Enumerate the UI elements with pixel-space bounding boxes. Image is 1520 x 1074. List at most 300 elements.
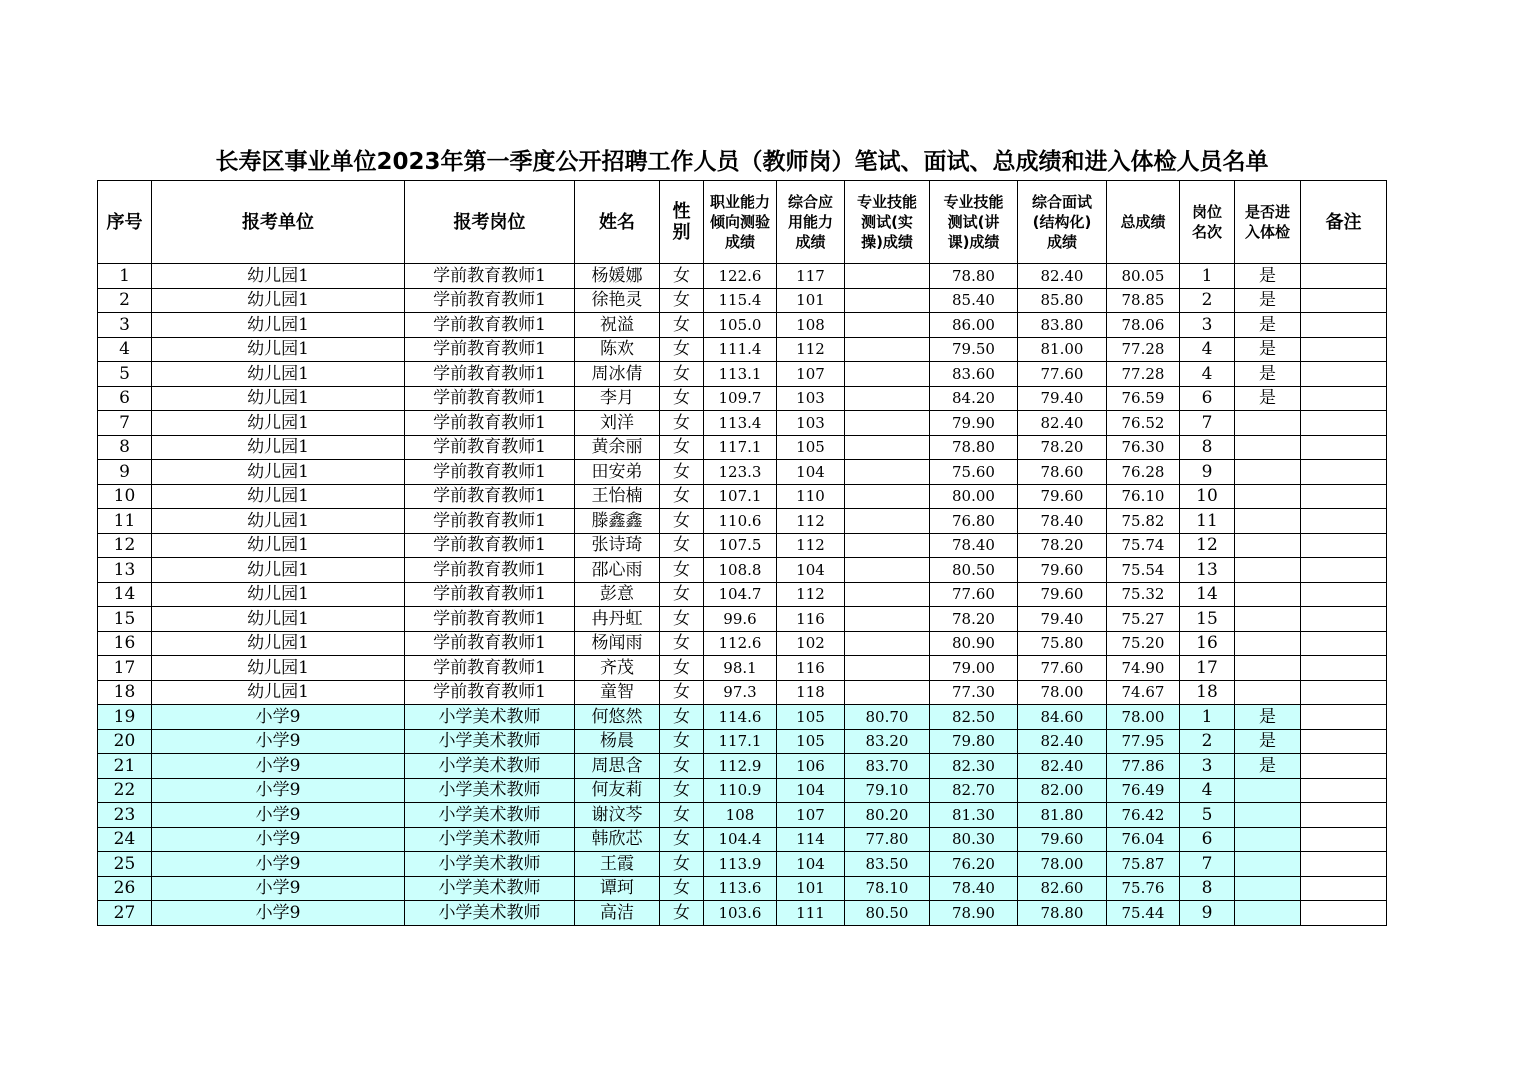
cell-position: 学前教育教师1	[405, 386, 575, 411]
cell-remark	[1301, 264, 1387, 289]
cell-aptitude: 103.6	[704, 901, 777, 926]
cell-aptitude: 117.1	[704, 435, 777, 460]
cell-gender: 女	[660, 754, 704, 779]
cell-skill-lecture: 79.90	[930, 411, 1018, 436]
cell-gender: 女	[660, 607, 704, 632]
cell-interview: 82.40	[1018, 411, 1107, 436]
cell-skill-practice	[845, 386, 930, 411]
cell-skill-lecture: 75.60	[930, 460, 1018, 485]
cell-position: 学前教育教师1	[405, 337, 575, 362]
table-row	[98, 460, 1387, 485]
cell-physical	[1235, 901, 1301, 926]
cell-aptitude: 97.3	[704, 680, 777, 705]
cell-seq: 22	[98, 778, 152, 803]
cell-comprehensive: 107	[777, 803, 845, 828]
table-row	[98, 852, 1387, 877]
cell-comprehensive: 116	[777, 607, 845, 632]
cell-seq: 2	[98, 288, 152, 313]
cell-comprehensive: 105	[777, 705, 845, 730]
cell-seq: 19	[98, 705, 152, 730]
cell-seq: 24	[98, 827, 152, 852]
cell-gender: 女	[660, 680, 704, 705]
cell-physical	[1235, 656, 1301, 681]
cell-rank: 9	[1180, 901, 1235, 926]
table-row	[98, 754, 1387, 779]
cell-interview: 82.40	[1018, 264, 1107, 289]
cell-skill-practice	[845, 582, 930, 607]
cell-skill-lecture: 78.80	[930, 435, 1018, 460]
cell-physical: 是	[1235, 362, 1301, 387]
cell-gender: 女	[660, 386, 704, 411]
cell-remark	[1301, 803, 1387, 828]
cell-name: 齐茂	[575, 656, 660, 681]
cell-physical	[1235, 558, 1301, 583]
cell-physical	[1235, 803, 1301, 828]
cell-skill-lecture: 82.70	[930, 778, 1018, 803]
cell-rank: 16	[1180, 631, 1235, 656]
cell-interview: 78.40	[1018, 509, 1107, 534]
cell-gender: 女	[660, 656, 704, 681]
cell-interview: 77.60	[1018, 656, 1107, 681]
cell-comprehensive: 108	[777, 313, 845, 338]
cell-remark	[1301, 705, 1387, 730]
cell-interview: 77.60	[1018, 362, 1107, 387]
cell-skill-practice: 78.10	[845, 876, 930, 901]
cell-comprehensive: 102	[777, 631, 845, 656]
cell-total: 76.30	[1107, 435, 1180, 460]
table-row	[98, 288, 1387, 313]
header-aptitude: 职业能力倾向测验成绩	[704, 181, 777, 264]
cell-total: 75.82	[1107, 509, 1180, 534]
cell-total: 77.95	[1107, 729, 1180, 754]
cell-skill-lecture: 80.90	[930, 631, 1018, 656]
cell-interview: 79.60	[1018, 582, 1107, 607]
cell-comprehensive: 103	[777, 386, 845, 411]
cell-gender: 女	[660, 705, 704, 730]
table-row	[98, 411, 1387, 436]
cell-name: 杨晨	[575, 729, 660, 754]
cell-comprehensive: 101	[777, 288, 845, 313]
cell-rank: 2	[1180, 729, 1235, 754]
cell-interview: 82.40	[1018, 729, 1107, 754]
cell-total: 78.06	[1107, 313, 1180, 338]
cell-name: 何悠然	[575, 705, 660, 730]
cell-seq: 5	[98, 362, 152, 387]
cell-aptitude: 117.1	[704, 729, 777, 754]
cell-total: 77.28	[1107, 337, 1180, 362]
cell-rank: 6	[1180, 386, 1235, 411]
cell-seq: 26	[98, 876, 152, 901]
cell-interview: 82.60	[1018, 876, 1107, 901]
cell-physical: 是	[1235, 754, 1301, 779]
cell-rank: 17	[1180, 656, 1235, 681]
cell-aptitude: 105.0	[704, 313, 777, 338]
table-row	[98, 705, 1387, 730]
cell-seq: 11	[98, 509, 152, 534]
cell-position: 学前教育教师1	[405, 484, 575, 509]
cell-rank: 7	[1180, 852, 1235, 877]
cell-rank: 6	[1180, 827, 1235, 852]
cell-gender: 女	[660, 803, 704, 828]
cell-aptitude: 111.4	[704, 337, 777, 362]
cell-gender: 女	[660, 411, 704, 436]
cell-comprehensive: 107	[777, 362, 845, 387]
cell-gender: 女	[660, 631, 704, 656]
cell-position: 学前教育教师1	[405, 288, 575, 313]
cell-interview: 84.60	[1018, 705, 1107, 730]
header-name: 姓名	[575, 181, 660, 264]
cell-interview: 79.60	[1018, 558, 1107, 583]
cell-rank: 8	[1180, 435, 1235, 460]
header-total: 总成绩	[1107, 181, 1180, 264]
cell-seq: 17	[98, 656, 152, 681]
table-row	[98, 582, 1387, 607]
cell-gender: 女	[660, 876, 704, 901]
cell-position: 学前教育教师1	[405, 411, 575, 436]
cell-total: 75.54	[1107, 558, 1180, 583]
cell-unit: 幼儿园1	[152, 558, 405, 583]
cell-physical	[1235, 852, 1301, 877]
cell-unit: 幼儿园1	[152, 509, 405, 534]
cell-interview: 75.80	[1018, 631, 1107, 656]
cell-remark	[1301, 607, 1387, 632]
cell-physical	[1235, 778, 1301, 803]
cell-remark	[1301, 313, 1387, 338]
cell-skill-lecture: 86.00	[930, 313, 1018, 338]
cell-gender: 女	[660, 901, 704, 926]
cell-skill-lecture: 80.00	[930, 484, 1018, 509]
cell-comprehensive: 105	[777, 729, 845, 754]
table-header	[98, 181, 1387, 264]
cell-skill-practice	[845, 680, 930, 705]
cell-rank: 4	[1180, 337, 1235, 362]
table-row	[98, 558, 1387, 583]
cell-total: 77.86	[1107, 754, 1180, 779]
table-row	[98, 729, 1387, 754]
cell-remark	[1301, 827, 1387, 852]
cell-rank: 4	[1180, 362, 1235, 387]
cell-aptitude: 114.6	[704, 705, 777, 730]
cell-physical: 是	[1235, 729, 1301, 754]
cell-interview: 81.80	[1018, 803, 1107, 828]
cell-unit: 小学9	[152, 705, 405, 730]
cell-seq: 7	[98, 411, 152, 436]
cell-total: 74.90	[1107, 656, 1180, 681]
cell-position: 小学美术教师	[405, 876, 575, 901]
table-row	[98, 484, 1387, 509]
cell-seq: 10	[98, 484, 152, 509]
cell-aptitude: 107.1	[704, 484, 777, 509]
cell-name: 周冰倩	[575, 362, 660, 387]
cell-gender: 女	[660, 362, 704, 387]
header-unit: 报考单位	[152, 181, 405, 264]
cell-gender: 女	[660, 509, 704, 534]
cell-total: 76.52	[1107, 411, 1180, 436]
cell-skill-practice	[845, 362, 930, 387]
cell-skill-lecture: 79.80	[930, 729, 1018, 754]
cell-seq: 12	[98, 533, 152, 558]
cell-skill-lecture: 80.30	[930, 827, 1018, 852]
cell-position: 小学美术教师	[405, 705, 575, 730]
cell-skill-practice: 80.70	[845, 705, 930, 730]
cell-unit: 幼儿园1	[152, 680, 405, 705]
cell-rank: 2	[1180, 288, 1235, 313]
cell-rank: 12	[1180, 533, 1235, 558]
cell-skill-practice	[845, 631, 930, 656]
cell-position: 学前教育教师1	[405, 460, 575, 485]
header-gender: 性别	[660, 181, 704, 264]
cell-total: 76.10	[1107, 484, 1180, 509]
cell-aptitude: 110.9	[704, 778, 777, 803]
cell-skill-lecture: 78.80	[930, 264, 1018, 289]
cell-seq: 18	[98, 680, 152, 705]
cell-physical: 是	[1235, 313, 1301, 338]
cell-unit: 幼儿园1	[152, 411, 405, 436]
cell-position: 学前教育教师1	[405, 607, 575, 632]
cell-seq: 15	[98, 607, 152, 632]
cell-unit: 幼儿园1	[152, 337, 405, 362]
cell-name: 李月	[575, 386, 660, 411]
cell-unit: 幼儿园1	[152, 656, 405, 681]
cell-name: 谢汶芩	[575, 803, 660, 828]
cell-total: 76.42	[1107, 803, 1180, 828]
cell-position: 学前教育教师1	[405, 435, 575, 460]
table-row	[98, 509, 1387, 534]
cell-comprehensive: 116	[777, 656, 845, 681]
cell-name: 陈欢	[575, 337, 660, 362]
cell-skill-practice: 83.20	[845, 729, 930, 754]
cell-name: 韩欣芯	[575, 827, 660, 852]
cell-physical	[1235, 509, 1301, 534]
cell-rank: 9	[1180, 460, 1235, 485]
cell-unit: 幼儿园1	[152, 484, 405, 509]
cell-skill-lecture: 85.40	[930, 288, 1018, 313]
header-skill-lecture: 专业技能测试(讲课)成绩	[930, 181, 1018, 264]
cell-remark	[1301, 288, 1387, 313]
cell-gender: 女	[660, 852, 704, 877]
table-row	[98, 337, 1387, 362]
cell-skill-practice	[845, 509, 930, 534]
cell-physical	[1235, 680, 1301, 705]
cell-total: 76.28	[1107, 460, 1180, 485]
cell-skill-practice	[845, 411, 930, 436]
cell-comprehensive: 104	[777, 460, 845, 485]
cell-seq: 27	[98, 901, 152, 926]
cell-rank: 1	[1180, 705, 1235, 730]
cell-physical: 是	[1235, 288, 1301, 313]
cell-seq: 20	[98, 729, 152, 754]
cell-physical	[1235, 582, 1301, 607]
cell-rank: 4	[1180, 778, 1235, 803]
cell-rank: 3	[1180, 754, 1235, 779]
cell-total: 74.67	[1107, 680, 1180, 705]
cell-skill-lecture: 77.60	[930, 582, 1018, 607]
cell-interview: 81.00	[1018, 337, 1107, 362]
cell-interview: 82.40	[1018, 754, 1107, 779]
cell-remark	[1301, 901, 1387, 926]
cell-remark	[1301, 558, 1387, 583]
cell-aptitude: 107.5	[704, 533, 777, 558]
cell-seq: 21	[98, 754, 152, 779]
cell-gender: 女	[660, 288, 704, 313]
cell-name: 王怡楠	[575, 484, 660, 509]
cell-comprehensive: 104	[777, 852, 845, 877]
cell-position: 学前教育教师1	[405, 558, 575, 583]
cell-remark	[1301, 852, 1387, 877]
cell-aptitude: 113.4	[704, 411, 777, 436]
cell-aptitude: 113.9	[704, 852, 777, 877]
cell-gender: 女	[660, 313, 704, 338]
page-title: 长寿区事业单位2023年第一季度公开招聘工作人员（教师岗）笔试、面试、总成绩和进入体检人员名单	[215, 149, 1269, 175]
cell-comprehensive: 112	[777, 509, 845, 534]
cell-seq: 16	[98, 631, 152, 656]
cell-physical	[1235, 827, 1301, 852]
cell-comprehensive: 104	[777, 558, 845, 583]
cell-seq: 4	[98, 337, 152, 362]
cell-unit: 幼儿园1	[152, 631, 405, 656]
cell-rank: 13	[1180, 558, 1235, 583]
table-row	[98, 778, 1387, 803]
cell-aptitude: 112.6	[704, 631, 777, 656]
cell-position: 学前教育教师1	[405, 656, 575, 681]
cell-remark	[1301, 876, 1387, 901]
cell-physical: 是	[1235, 705, 1301, 730]
cell-comprehensive: 110	[777, 484, 845, 509]
cell-rank: 14	[1180, 582, 1235, 607]
cell-physical	[1235, 484, 1301, 509]
cell-skill-lecture: 79.00	[930, 656, 1018, 681]
cell-total: 78.85	[1107, 288, 1180, 313]
cell-skill-practice: 77.80	[845, 827, 930, 852]
cell-skill-practice: 80.20	[845, 803, 930, 828]
table-row	[98, 607, 1387, 632]
header-comprehensive: 综合应用能力成绩	[777, 181, 845, 264]
cell-aptitude: 108.8	[704, 558, 777, 583]
cell-seq: 6	[98, 386, 152, 411]
table-row	[98, 803, 1387, 828]
cell-total: 76.59	[1107, 386, 1180, 411]
cell-skill-practice	[845, 558, 930, 583]
cell-aptitude: 104.4	[704, 827, 777, 852]
cell-unit: 小学9	[152, 876, 405, 901]
cell-position: 小学美术教师	[405, 729, 575, 754]
cell-comprehensive: 117	[777, 264, 845, 289]
table-row	[98, 680, 1387, 705]
cell-name: 滕鑫鑫	[575, 509, 660, 534]
cell-remark	[1301, 582, 1387, 607]
cell-remark	[1301, 533, 1387, 558]
cell-comprehensive: 101	[777, 876, 845, 901]
table-row	[98, 362, 1387, 387]
cell-unit: 小学9	[152, 729, 405, 754]
cell-remark	[1301, 778, 1387, 803]
cell-name: 张诗琦	[575, 533, 660, 558]
cell-total: 75.20	[1107, 631, 1180, 656]
cell-remark	[1301, 754, 1387, 779]
cell-remark	[1301, 411, 1387, 436]
cell-position: 学前教育教师1	[405, 264, 575, 289]
cell-aptitude: 99.6	[704, 607, 777, 632]
cell-skill-lecture: 83.60	[930, 362, 1018, 387]
cell-comprehensive: 114	[777, 827, 845, 852]
cell-name: 杨媛娜	[575, 264, 660, 289]
cell-comprehensive: 118	[777, 680, 845, 705]
cell-aptitude: 109.7	[704, 386, 777, 411]
cell-total: 76.49	[1107, 778, 1180, 803]
cell-comprehensive: 112	[777, 582, 845, 607]
table-row	[98, 827, 1387, 852]
cell-remark	[1301, 337, 1387, 362]
cell-total: 77.28	[1107, 362, 1180, 387]
cell-gender: 女	[660, 435, 704, 460]
table-row	[98, 313, 1387, 338]
cell-gender: 女	[660, 533, 704, 558]
cell-physical	[1235, 411, 1301, 436]
cell-seq: 23	[98, 803, 152, 828]
cell-skill-lecture: 80.50	[930, 558, 1018, 583]
cell-name: 何友莉	[575, 778, 660, 803]
cell-total: 75.44	[1107, 901, 1180, 926]
cell-skill-practice	[845, 460, 930, 485]
table-row	[98, 876, 1387, 901]
cell-interview: 79.40	[1018, 386, 1107, 411]
header-skill-practice: 专业技能测试(实操)成绩	[845, 181, 930, 264]
cell-remark	[1301, 729, 1387, 754]
cell-aptitude: 112.9	[704, 754, 777, 779]
cell-remark	[1301, 386, 1387, 411]
cell-skill-lecture: 78.20	[930, 607, 1018, 632]
cell-gender: 女	[660, 264, 704, 289]
header-position: 报考岗位	[405, 181, 575, 264]
cell-seq: 3	[98, 313, 152, 338]
cell-gender: 女	[660, 729, 704, 754]
cell-skill-lecture: 78.40	[930, 533, 1018, 558]
cell-aptitude: 115.4	[704, 288, 777, 313]
results-table	[97, 180, 1387, 926]
cell-interview: 78.00	[1018, 852, 1107, 877]
cell-name: 谭珂	[575, 876, 660, 901]
cell-name: 王霞	[575, 852, 660, 877]
cell-position: 小学美术教师	[405, 901, 575, 926]
header-physical: 是否进入体检	[1235, 181, 1301, 264]
cell-rank: 5	[1180, 803, 1235, 828]
cell-position: 小学美术教师	[405, 778, 575, 803]
table-body	[98, 264, 1387, 926]
cell-skill-lecture: 78.40	[930, 876, 1018, 901]
cell-gender: 女	[660, 460, 704, 485]
cell-skill-practice	[845, 607, 930, 632]
cell-unit: 幼儿园1	[152, 313, 405, 338]
cell-aptitude: 108	[704, 803, 777, 828]
cell-skill-practice: 83.70	[845, 754, 930, 779]
cell-unit: 幼儿园1	[152, 533, 405, 558]
cell-seq: 9	[98, 460, 152, 485]
cell-physical	[1235, 533, 1301, 558]
cell-skill-lecture: 84.20	[930, 386, 1018, 411]
table-row	[98, 631, 1387, 656]
cell-unit: 小学9	[152, 754, 405, 779]
cell-unit: 幼儿园1	[152, 264, 405, 289]
cell-aptitude: 98.1	[704, 656, 777, 681]
cell-comprehensive: 112	[777, 337, 845, 362]
cell-total: 75.76	[1107, 876, 1180, 901]
cell-remark	[1301, 362, 1387, 387]
cell-rank: 15	[1180, 607, 1235, 632]
cell-name: 童智	[575, 680, 660, 705]
cell-skill-practice: 80.50	[845, 901, 930, 926]
cell-position: 学前教育教师1	[405, 313, 575, 338]
cell-unit: 小学9	[152, 901, 405, 926]
